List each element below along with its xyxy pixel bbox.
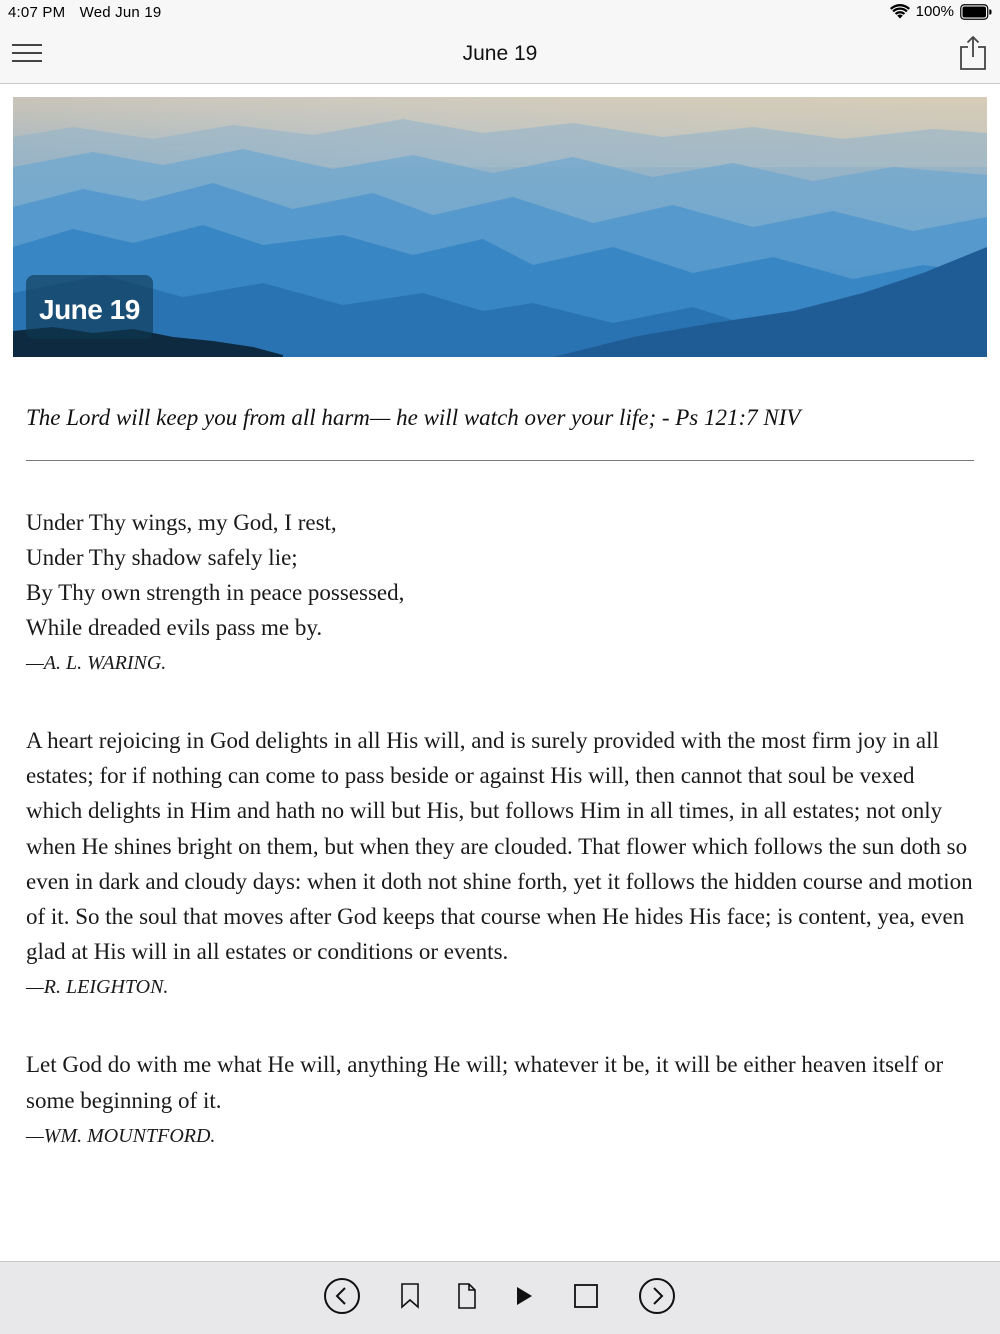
wifi-icon [890,4,910,20]
play-icon [514,1285,534,1307]
status-right [890,3,992,20]
battery-icon [960,4,992,20]
devotional-content [26,400,974,1154]
hero-banner [13,97,987,357]
play-button[interactable] [504,1276,544,1316]
scripture-verse: The Lord will keep you from all harm— he will watch over your life; - Ps 121:7 NIV [26,405,801,430]
share-icon [958,35,988,71]
bottom-toolbar [0,1261,1000,1334]
status-time: 4:07 PM [8,4,66,21]
next-button[interactable] [637,1276,677,1316]
page-title: June 19 [462,42,538,65]
status-date: Wed Jun 19 [79,4,162,21]
stop-icon [573,1283,599,1309]
poem-line: While dreaded evils pass me by. [26,615,323,640]
reading-block-3 [26,1047,974,1153]
navigation-bar [0,26,1000,84]
previous-icon [323,1277,361,1315]
mountain-landscape-image [13,97,987,357]
reading-attribution-3: —WM. MOUNTFORD. [26,1124,216,1147]
poem-line: Under Thy wings, my God, I rest, [26,510,337,535]
stop-button[interactable] [566,1276,606,1316]
date-badge: June 19 [26,275,153,339]
poem-line: Under Thy shadow safely lie; [26,545,298,570]
status-bar [0,0,1000,26]
page-icon [457,1283,477,1309]
poem-line: By Thy own strength in peace possessed, [26,580,405,605]
bookmark-button[interactable] [390,1276,430,1316]
page-button[interactable] [447,1276,487,1316]
poem-block [26,505,974,681]
reading-text-3: Let God do with me what He will, anything He will; whatever it be, it will be either heaven itself or some beginning of it. [26,1052,944,1113]
next-icon [638,1277,676,1315]
reading-block-2 [26,723,974,1005]
reading-attribution-2: —R. LEIGHTON. [26,976,169,999]
previous-button[interactable] [322,1276,362,1316]
status-left [8,4,171,21]
bookmark-icon [400,1283,420,1309]
reading-text-2: A heart rejoicing in God delights in all His will, and is surely provided with the most firm joy in all estates; for if nothing can come to pass beside or against His will, then cannot that soul be vexed which delights in Him and hath no will but His, but follows Him in all times, in all estates; not only when He shines bright on them, but when they are clouded. That flower which follows the sun doth so even in dark and cloudy days: when it doth not shine forth, yet it follows the hidden course and motion of it. So the soul that moves after God keeps that course when He hides His face; is content, yea, even glad at His will in all estates or conditions or events. [26,728,973,965]
divider [26,460,974,461]
battery-percentage: 100% [915,3,954,20]
share-button[interactable] [958,35,988,71]
poem-attribution: —A. L. WARING. [26,652,167,674]
